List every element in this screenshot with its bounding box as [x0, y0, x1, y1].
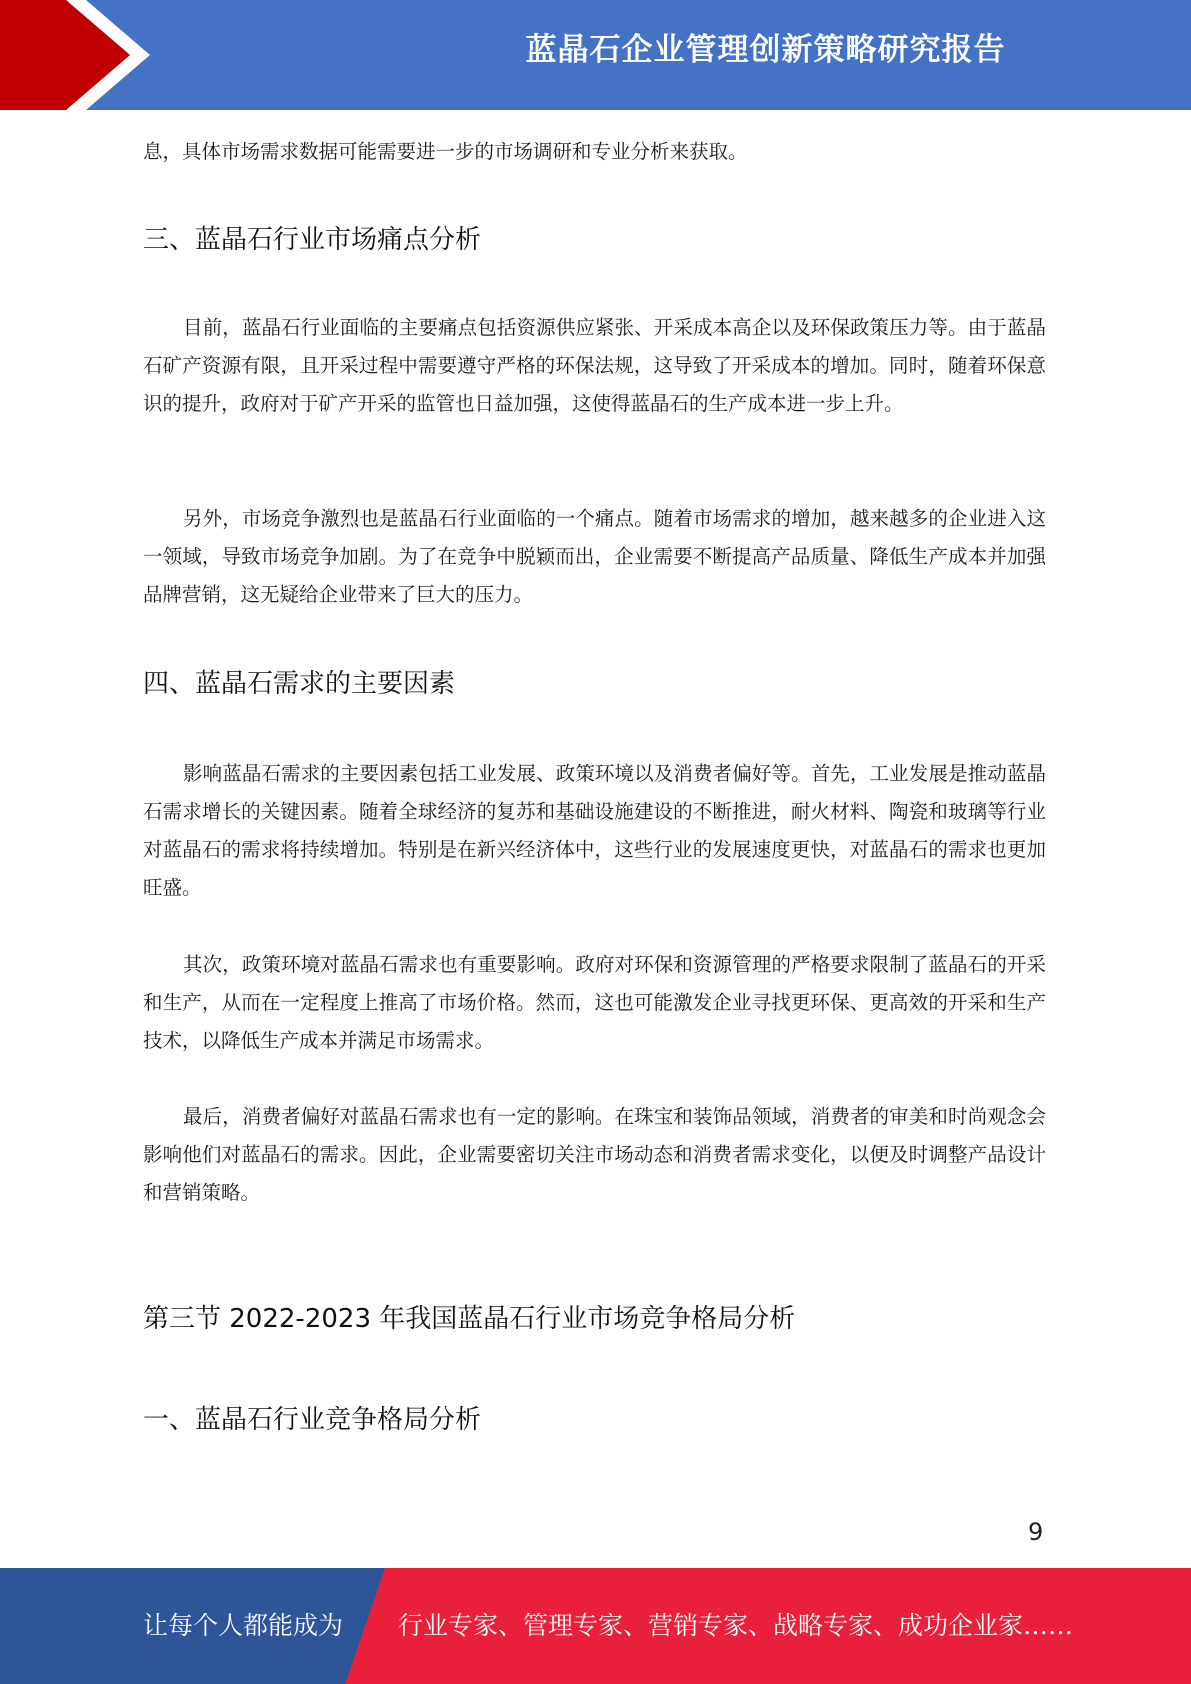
chapter-heading: 第三节 2022-2023 年我国蓝晶石行业市场竞争格局分析: [143, 1304, 796, 1334]
page-footer: [0, 1568, 1191, 1684]
page-number: 9: [1028, 1518, 1044, 1546]
section-4-paragraph-1: 影响蓝晶石需求的主要因素包括工业发展、政策环境以及消费者偏好等。首先，工业发展是推动蓝晶石需求增长的关键因素。随着全球经济的复苏和基础设施建设的不断推进，耐火材料、陶瓷和玻璃等行业对蓝晶石的需求将持续增加。特别是在新兴经济体中，这些行业的发展速度更快，对蓝晶石的需求也更加旺盛。: [143, 762, 1046, 899]
section-4-paragraph-2: 其次，政策环境对蓝晶石需求也有重要影响。政府对环保和资源管理的严格要求限制了蓝晶石的开采和生产，从而在一定程度上推高了市场价格。然而，这也可能激发企业寻找更环保、更高效的开采和生产技术，以降低生产成本并满足市场需求。: [143, 953, 1046, 1052]
intro-fragment: 息，具体市场需求数据可能需要进一步的市场调研和专业分析来获取。: [143, 140, 748, 163]
section-4-paragraph-3: 最后，消费者偏好对蓝晶石需求也有一定的影响。在珠宝和装饰品领域，消费者的审美和时尚观念会影响他们对蓝晶石的需求。因此，企业需要密切关注市场动态和消费者需求变化，以便及时调整产品设计和营销策略。: [143, 1105, 1046, 1204]
section-4-heading: 四、蓝晶石需求的主要因素: [143, 669, 456, 699]
footer-slogan-right: 行业专家、管理专家、营销专家、战略专家、成功企业家……: [398, 1611, 1074, 1640]
section-1-heading: 一、蓝晶石行业竞争格局分析: [143, 1405, 482, 1435]
section-3-heading: 三、蓝晶石行业市场痛点分析: [143, 225, 482, 255]
section-3-paragraph-2: 另外，市场竞争激烈也是蓝晶石行业面临的一个痛点。随着市场需求的增加，越来越多的企业进入这一领域，导致市场竞争加剧。为了在竞争中脱颖而出，企业需要不断提高产品质量、降低生产成本并加强品牌营销，这无疑给企业带来了巨大的压力。: [143, 507, 1046, 606]
page-header: [0, 0, 1191, 110]
report-title: 蓝晶石企业管理创新策略研究报告: [525, 32, 1006, 68]
section-3-paragraph-1: 目前，蓝晶石行业面临的主要痛点包括资源供应紧张、开采成本高企以及环保政策压力等。由于蓝晶石矿产资源有限，且开采过程中需要遵守严格的环保法规，这导致了开采成本的增加。同时，随着环保意识的提升，政府对于矿产开采的监管也日益加强，这使得蓝晶石的生产成本进一步上升。: [143, 316, 1046, 415]
footer-slogan-left: 让每个人都能成为: [143, 1611, 344, 1640]
